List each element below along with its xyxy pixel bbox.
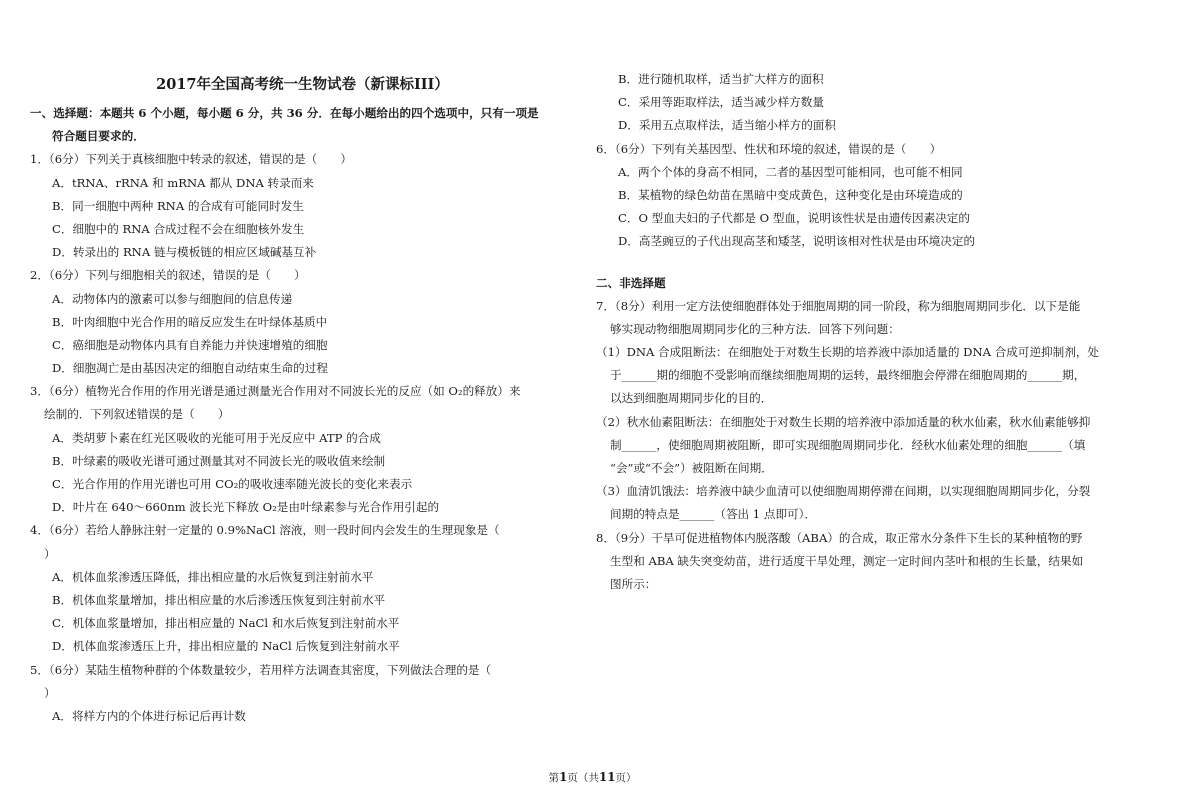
question-1-option-b: B．同一细胞中两种 RNA 的合成有可能同时发生 [52,198,304,213]
footer-prefix: 第 [548,772,559,784]
question-3-option-b: B．叶绿素的吸收光谱可通过测量其对不同波长光的吸收值来绘制 [52,453,386,468]
question-6-option-c: C．O 型血夫妇的子代都是 O 型血，说明该性状是由遗传因素决定的 [618,211,970,226]
exam-title: 2017年全国高考统一生物试卷（新课标III） [156,76,449,93]
question-2 [30,264,575,380]
question-7-part-2-cont2: “会”或“不会”）被阻断在间期． [610,461,773,475]
question-5-option-c: C．采用等距取样法，适当减少样方数量 [618,95,824,110]
question-3 [30,380,575,519]
question-5-option-a: A．将样方内的个体进行标记后再计数 [52,708,246,723]
question-2-stem: 2．（6分）下列与细胞相关的叙述，错误的是（ ） [30,268,306,283]
page-total: 11 [598,770,616,784]
question-7-part-3-cont: 间期的特点是______（答出 1 点即可）． [610,507,817,522]
question-1-option-c: C．细胞中的 RNA 合成过程不会在细胞核外发生 [52,221,305,236]
question-2-option-b: B．叶肉细胞中光合作用的暗反应发生在叶绿体基质中 [52,314,328,329]
question-5-option-b: B．进行随机取样，适当扩大样方的面积 [618,72,824,86]
question-8-stem-cont: 生型和 ABA 缺失突变幼苗，进行适度干旱处理，测定一定时间内茎叶和根的生长量，结果如 [610,553,1084,568]
question-7-part-1: （1）DNA 合成阻断法：在细胞处于对数生长期的培养液中添加适量的 DNA 合成可逆抑制剂，处 [596,345,1100,360]
question-5 [30,659,575,729]
question-6-option-a: A．两个个体的身高不相同，二者的基因型可能相同，也可能不相同 [618,164,963,179]
question-6 [596,138,1156,254]
question-8-stem-cont2: 图所示： [610,576,657,591]
question-4-option-a: A．机体血浆渗透压降低，排出相应量的水后恢复到注射前水平 [52,569,374,584]
question-7-part-1-cont2: 以达到细胞周期同步化的目的． [610,391,773,406]
page-footer [0,770,1185,785]
section2-heading: 二、非选择题 [596,275,666,290]
section1-heading-cont: 符合题目要求的． [52,129,145,144]
question-5-option-d: D．采用五点取样法，适当缩小样方的面积 [618,118,836,133]
question-6-option-d: D．高茎豌豆的子代出现高茎和矮茎，说明该相对性状是由环境决定的 [618,234,976,249]
section-gap [596,254,1156,272]
footer-middle: 页（共 [567,772,599,784]
footer-suffix: 页） [615,772,637,784]
question-4-stem: 4．（6分）若给人静脉注射一定量的 0.9%NaCl 溶液，则一段时间内会发生的生理现象是（ [30,523,500,538]
question-2-option-c: C．癌细胞是动物体内具有自养能力并快速增殖的细胞 [52,337,328,352]
question-7-stem-cont: 够实现动物细胞周期同步化的三种方法．回答下列问题： [610,321,900,336]
question-5-continued [596,68,1156,138]
question-1-stem: 1．（6分）下列关于真核细胞中转录的叙述，错误的是（ ） [30,152,352,167]
question-4-option-b: B．机体血浆量增加，排出相应量的水后渗透压恢复到注射前水平 [52,592,386,607]
left-column [30,68,575,728]
question-7-part-2: （2）秋水仙素阻断法：在细胞处于对数生长期的培养液中添加适量的秋水仙素，秋水仙素能够抑 [596,414,1091,429]
question-5-stem-cont: ） [44,685,56,700]
question-1 [30,148,575,264]
question-3-option-a: A．类胡萝卜素在红光区吸收的光能可用于光反应中 ATP 的合成 [52,430,381,445]
question-7-part-3: （3）血清饥饿法：培养液中缺少血清可以使细胞周期停滞在间期，以实现细胞周期同步化，分裂 [596,484,1091,499]
question-4-stem-cont: ） [44,546,56,561]
question-3-stem: 3．（6分）植物光合作用的作用光谱是通过测量光合作用对不同波长光的反应（如 O₂的释放）来 [30,384,521,399]
question-8-stem: 8．（9分）干旱可促进植物体内脱落酸（ABA）的合成，取正常水分条件下生长的某种植物的野 [596,530,1083,545]
question-5-stem: 5．（6分）某陆生植物种群的个体数量较少，若用样方法调查其密度，下列做法合理的是（ [30,662,492,677]
question-3-stem-cont: 绘制的．下列叙述错误的是（ ） [44,407,230,422]
question-3-option-c: C．光合作用的作用光谱也可用 CO₂的吸收速率随光波长的变化来表示 [52,477,413,491]
question-2-option-d: D．细胞凋亡是由基因决定的细胞自动结束生命的过程 [52,361,328,376]
question-1-option-a: A．tRNA、rRNA 和 mRNA 都从 DNA 转录而来 [52,175,314,190]
question-8 [596,527,1156,597]
question-6-option-b: B．某植物的绿色幼苗在黑暗中变成黄色，这种变化是由环境造成的 [618,187,963,202]
question-7 [596,295,1156,527]
page-number: 1 [558,770,568,784]
right-column [596,68,1156,596]
question-4 [30,519,575,658]
question-1-option-d: D．转录出的 RNA 链与模板链的相应区域碱基互补 [52,245,317,260]
question-4-option-c: C．机体血浆量增加，排出相应量的 NaCl 和水后恢复到注射前水平 [52,616,400,631]
question-3-option-d: D．叶片在 640～660nm 波长光下释放 O₂是由叶绿素参与光合作用引起的 [52,500,440,515]
question-6-stem: 6．（6分）下列有关基因型、性状和环境的叙述，错误的是（ ） [596,141,942,156]
question-7-part-2-cont: 制______，使细胞周期被阻断，即可实现细胞周期同步化．经秋水仙素处理的细胞______（填 [610,437,1086,452]
question-2-option-a: A．动物体内的激素可以参与细胞间的信息传递 [52,291,293,306]
question-7-stem: 7．（8分）利用一定方法使细胞群体处于细胞周期的同一阶段，称为细胞周期同步化．以下是能 [596,298,1081,313]
question-4-option-d: D．机体血浆渗透压上升，排出相应量的 NaCl 后恢复到注射前水平 [52,639,400,654]
question-7-part-1-cont: 于______期的细胞不受影响而继续细胞周期的运转，最终细胞会停滞在细胞周期的______期， [610,368,1086,383]
section1-heading: 一、选择题：本题共 6 个小题，每小题 6 分，共 36 分．在每小题给出的四个选项中，只有一项是 [30,106,539,120]
